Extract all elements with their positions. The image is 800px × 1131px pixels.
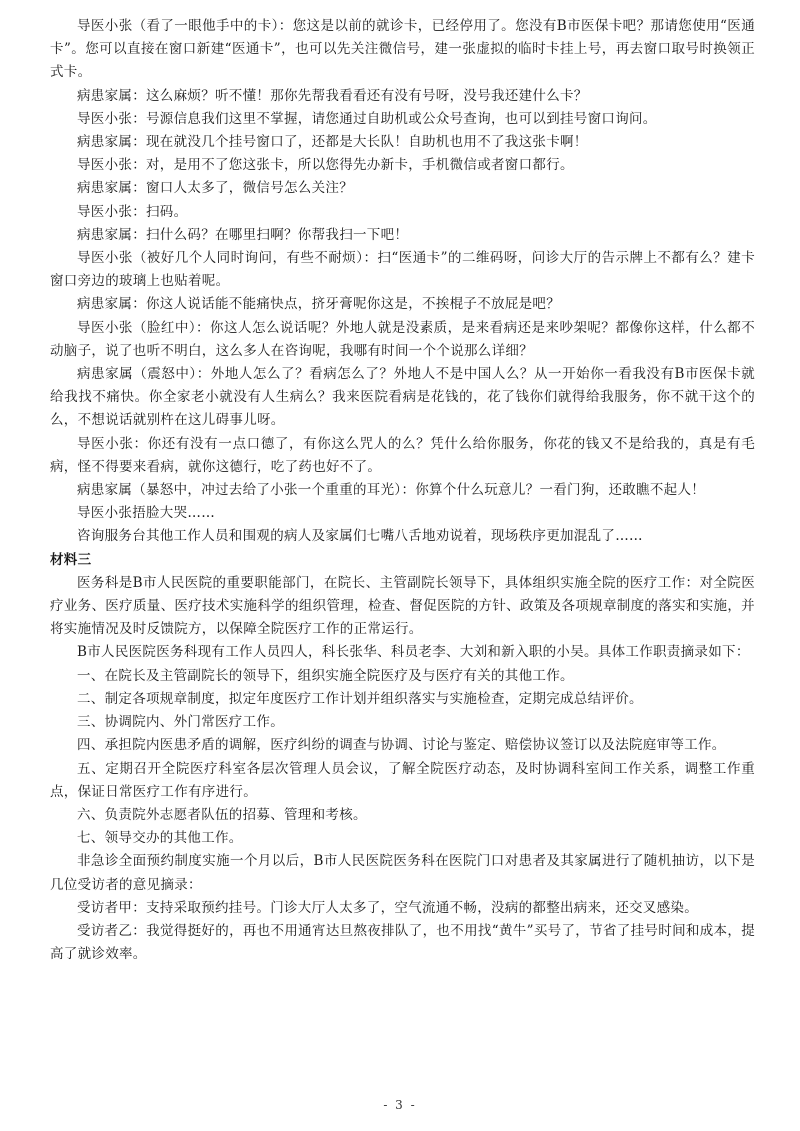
dialogue-paragraph: 咨询服务台其他工作人员和围观的病人及家属们七嘴八舌地劝说着，现场秩序更加混乱了……	[77, 528, 643, 545]
dialogue-paragraph: 病患家属（震怒中）：外地人怎么了？看病怎么了？外地人不是中国人么？从一开始你一看我没有B市医保卡就给我找不痛快。你全家老小就没有人生病么？我来医院看病是花钱的，花了钱你们就得给我服务，你不就干这个的么，不想说话就别杵在这儿碍事儿呀。	[50, 366, 755, 429]
interviewee-quote: 受访者乙：我觉得挺好的，再也不用通宵达旦熬夜排队了，也不用找“黄牛”买号了，节省了挂号时间和成本，提高了就诊效率。	[50, 922, 755, 963]
interviewee-quote: 受访者甲：支持采取预约挂号。门诊大厅人太多了，空气流通不畅，没病的都整出病来，还交叉感染。	[77, 899, 698, 916]
dialogue-paragraph: 导医小张：你还有没有一点口德了，有你这么咒人的么？凭什么给你服务，你花的钱又不是给我的，真是有毛病，怪不得要来看病，就你这德行，吃了药也好不了。	[50, 435, 755, 475]
material-paragraph: 非急诊全面预约制度实施一个月以后，B市人民医院医务科在医院门口对患者及其家属进行了随机抽访，以下是几位受访者的意见摘录：	[50, 853, 755, 893]
material-paragraph: B市人民医院医务科现有工作人员四人，科长张华、科员老李、大刘和新入职的小吴。具体工作职责摘录如下：	[77, 644, 750, 661]
dialogue-paragraph: 导医小张（被好几个人同时询问，有些不耐烦）：扫“医通卡”的二维码呀，问诊大厅的告示牌上不都有么？建卡窗口旁边的玻璃上也贴着呢。	[50, 250, 755, 290]
duty-list-item: 一、在院长及主管副院长的领导下，组织实施全院医疗及与医疗有关的其他工作。	[77, 667, 574, 684]
dialogue-paragraph: 病患家属：扫什么码？在哪里扫啊？你帮我扫一下吧！	[77, 226, 409, 243]
duty-list-item: 四、承担院内医患矛盾的调解，医疗纠纷的调查与协调、讨论与鉴定、赔偿协议签订以及法院庭审等工作。	[77, 737, 726, 754]
dialogue-paragraph: 病患家属：你这人说话能不能痛快点，挤牙膏呢你这是，不挨棍子不放屁是吧？	[77, 296, 560, 313]
dialogue-paragraph: 病患家属：现在就没几个挂号窗口了，还都是大长队！自助机也用不了我这张卡啊！	[77, 134, 588, 151]
dialogue-paragraph: 导医小张：号源信息我们这里不掌握，请您通过自助机或公众号查询，也可以到挂号窗口询问。	[77, 110, 657, 127]
dialogue-paragraph: 病患家属：这么麻烦？听不懂！那你先帮我看看还有没有号呀，没号我还建什么卡？	[77, 87, 588, 104]
duty-list-item: 二、制定各项规章制度，拟定年度医疗工作计划并组织落实与实施检查，定期完成总结评价。	[77, 690, 643, 707]
section-title: 材料三	[50, 551, 92, 568]
page-number: - 3 -	[383, 1098, 417, 1112]
dialogue-paragraph: 导医小张（脸红中）：你这人怎么说话呢？外地人就是没素质，是来看病还是来吵架呢？都像你这样，什么都不动脑子，说了也听不明白，这么多人在咨询呢，我哪有时间一个个说那么详细？	[50, 319, 755, 359]
duty-list-item: 六、负责院外志愿者队伍的招募、管理和考核。	[77, 806, 367, 823]
dialogue-paragraph: 导医小张捂脸大哭……	[77, 505, 215, 522]
dialogue-paragraph: 导医小张（看了一眼他手中的卡）：您这是以前的就诊卡，已经停用了。您没有B市医保卡吧？那请您使用“医通卡”。您可以直接在窗口新建“医通卡”，也可以先关注微信号，建一张虚拟的临时卡挂上号，再去窗口取号时换领正式卡。	[50, 18, 755, 81]
dialogue-paragraph: 病患家属：窗口人太多了，微信号怎么关注？	[77, 180, 353, 197]
duty-list-item: 三、协调院内、外门常医疗工作。	[77, 714, 284, 731]
dialogue-paragraph: 导医小张：对，是用不了您这张卡，所以您得先办新卡，手机微信或者窗口都行。	[77, 157, 574, 174]
dialogue-paragraph: 病患家属（暴怒中，冲过去给了小张一个重重的耳光）：你算个什么玩意儿？一看门狗，还敢瞧不起人！	[77, 482, 706, 499]
document-body	[50, 15, 755, 966]
duty-list-item: 五、定期召开全院医疗科室各层次管理人员会议，了解全院医疗动态，及时协调科室间工作关系，调整工作重点，保证日常医疗工作有序进行。	[50, 760, 755, 800]
dialogue-paragraph: 导医小张：扫码。	[77, 203, 188, 220]
duty-list-item: 七、领导交办的其他工作。	[77, 830, 243, 847]
material-paragraph: 医务科是B市人民医院的重要职能部门，在院长、主管副院长领导下，具体组织实施全院的医疗工作：对全院医疗业务、医疗质量、医疗技术实施科学的组织管理，检查、督促医院的方针、政策及各项规章制度的落实和实施，并将实施情况及时反馈院方，以保障全院医疗工作的正常运行。	[50, 574, 755, 638]
